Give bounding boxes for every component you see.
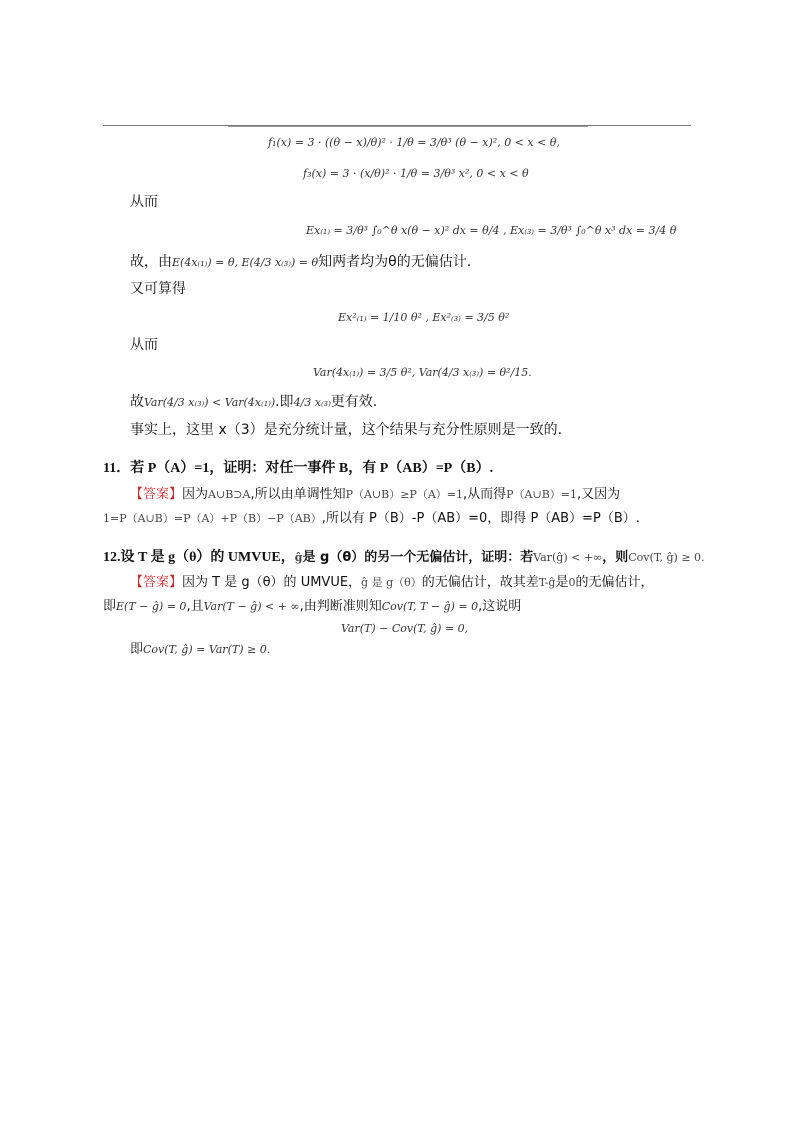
q11-l1-c: ,从而得 <box>463 487 507 502</box>
q12-answer-line-2 <box>103 598 521 616</box>
q12-l2-a: 即 <box>103 599 117 614</box>
q11-l1-m1: A∪B⊃A <box>208 488 251 501</box>
text-gu-2 <box>130 393 377 412</box>
q11-l1-d: ,又因为 <box>577 487 621 502</box>
formula-f3: f₃(x) = 3 · (x/θ)² · 1/θ = 3/θ³ x², 0 < x < θ <box>303 167 529 180</box>
q12-title-b: 是 g（θ）的另一个无偏估计，证明：若 <box>302 550 534 565</box>
q12-title-m3: Cov(T, ĝ) ≥ 0. <box>628 551 705 564</box>
text-gu-1 <box>130 253 471 272</box>
formula-second-moment: Ex²₍₁₎ = 1/10 θ² , Ex²₍₃₎ = 3/5 θ² <box>338 311 510 324</box>
q12-answer-tag: 【答案】 <box>130 575 183 590</box>
q12-l2-m1: E(T − ĝ) = 0 <box>116 600 187 613</box>
q12-answer-line-1 <box>130 574 653 592</box>
q12-title <box>103 549 705 567</box>
q12-l1-m2: T-ĝ <box>538 576 556 589</box>
q12-l4-m: Cov(T, ĝ) = Var(T) ≥ 0. <box>143 643 271 656</box>
q11-l1-m3: P（A∪B）=1 <box>506 488 578 501</box>
q12-l1-m1: ĝ 是 g（θ） <box>361 576 422 589</box>
q11-answer-line-1 <box>130 486 620 504</box>
text-gu-2-c: 更有效. <box>330 394 378 410</box>
formula-variance: Var(4x₍₁₎) = 3/5 θ², Var(4/3 x₍₃₎) = θ²/15. <box>313 366 532 379</box>
formula-unbiased: E(4x₍₁₎) = θ, E(4/3 x₍₃₎) = θ <box>172 256 319 269</box>
text-shishi: 事实上，这里 x（3）是充分统计量，这个结果与充分性原则是一致的. <box>130 422 563 438</box>
q12-l2-m2: Var(T − ĝ) < + ∞ <box>203 600 300 613</box>
q12-title-c: ，则 <box>602 550 629 565</box>
header-rule-inner <box>228 126 588 127</box>
q11-l1-m2: P（A∪B）≥P（A）=1 <box>345 488 464 501</box>
formula-expectation: Ex₍₁₎ = 3/θ³ ∫₀^θ x(θ − x)² dx = θ/4 , Ex₍₃₎ = 3/θ³ ∫₀^θ x³ dx = 3/4 θ <box>306 224 677 237</box>
text-congr-2: 从而 <box>130 337 158 353</box>
formula-f1: f₁(x) = 3 · ((θ − x)/θ)² · 1/θ = 3/θ³ (θ − x)², 0 < x < θ, <box>268 136 560 149</box>
q12-answer-line-4 <box>130 641 270 659</box>
q12-l2-m3: Cov(T, T − ĝ) = 0 <box>381 600 479 613</box>
q12-l2-b: ,且 <box>186 599 204 614</box>
q12-l1-m3: 0 <box>568 576 576 589</box>
text-gu-2-a: 故 <box>130 394 144 410</box>
q11-l2-a: ,所以有 P（B）-P（AB）=0，即得 P（AB）=P（B）. <box>321 511 640 526</box>
text-youke: 又可算得 <box>130 281 186 297</box>
formula-var-compare: Var(4/3 x₍₃₎) < Var(4x₍₁₎) <box>144 396 276 409</box>
q12-l1-a: 因为 T 是 g（θ）的 UMVUE， <box>182 575 362 590</box>
q11-l1-a: 因为 <box>182 487 209 502</box>
q12-title-m1: ĝ <box>294 551 303 564</box>
q11-title: 11．若 P（A）=1，证明：对任一事件 B，有 P（AB）=P（B）. <box>103 461 494 476</box>
q12-formula-var-cov: Var(T) − Cov(T, ĝ) = 0, <box>341 622 469 635</box>
text-congr-1: 从而 <box>130 194 158 210</box>
q12-title-a: 12.设 T 是 g（θ）的 UMVUE， <box>103 550 295 565</box>
text-gu-1-b: 知两者均为θ的无偏估计. <box>318 254 472 270</box>
text-gu-2-b: .即 <box>275 394 294 410</box>
q12-l1-c: 是 <box>555 575 569 590</box>
q12-l1-d: 的无偏估计， <box>575 575 654 590</box>
q11-answer-line-2 <box>103 510 640 528</box>
q12-l2-d: ,这说明 <box>478 599 522 614</box>
q12-l1-b: 的无偏估计，故其差 <box>421 575 539 590</box>
q11-answer-tag: 【答案】 <box>130 487 183 502</box>
q12-l2-c: ,由判断准则知 <box>299 599 382 614</box>
formula-estimator: 4/3 x₍₃₎ <box>293 396 331 409</box>
q12-title-m2: Var(ĝ) < +∞ <box>533 551 603 564</box>
q11-l1-b: ,所以由单调性知 <box>250 487 346 502</box>
q11-l2-m1: 1=P（A∪B）=P（A）+P（B）−P（AB） <box>103 512 322 525</box>
text-gu-1-a: 故，由 <box>130 254 172 270</box>
q12-l4-a: 即 <box>130 642 144 657</box>
